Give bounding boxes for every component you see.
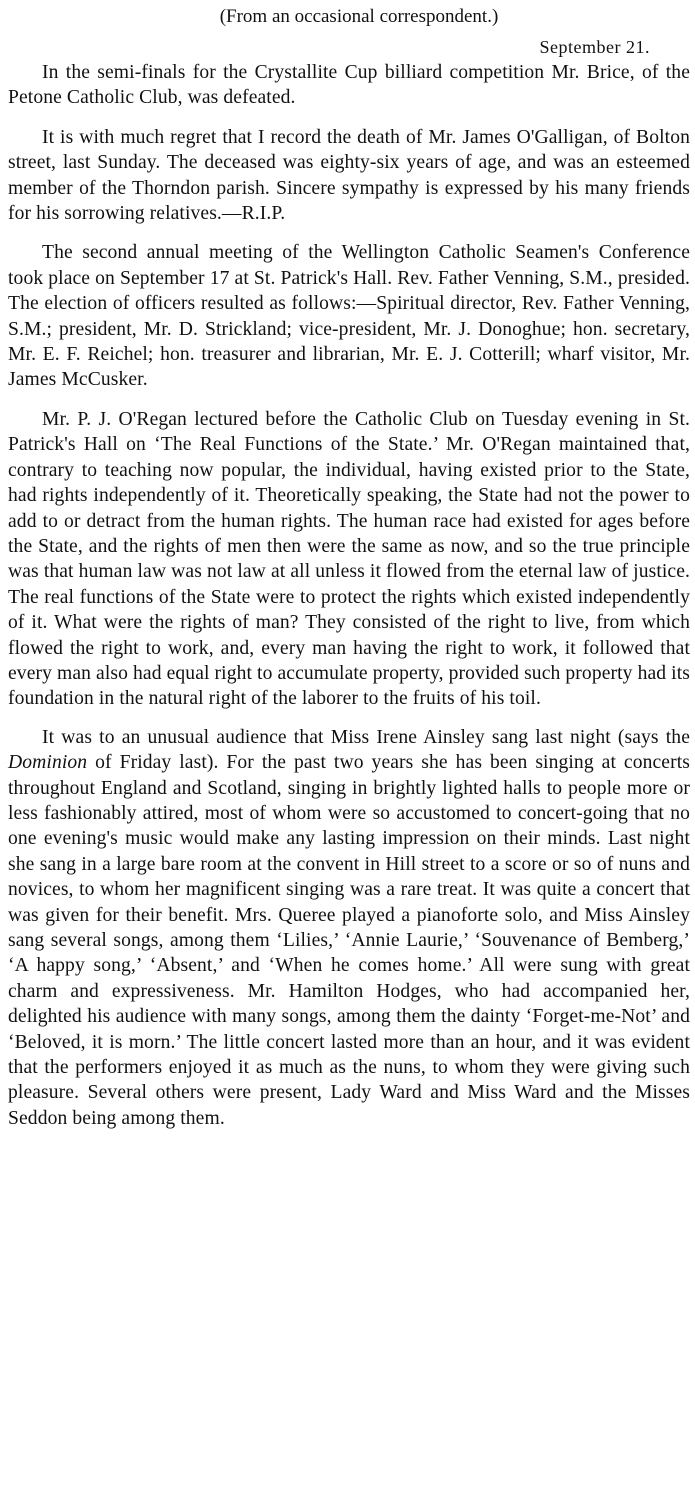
paragraph-lecture: Mr. P. J. O'Regan lectured before the Catholic Club on Tuesday evening in St. Patrick's Hall on ‘The Real Functions of the State.’ Mr. O'Regan maintained that, contrary to teaching now popular, the individual, having existed prior to the State, had rights independently of it. Theoretically speaking, the State had not the power to add to or detract from the human rights. The human race had existed for ages before the State, and the rights of men then were the same as now, and so the true principle was that human law was not law at all unless it flowed from the eternal law of justice. The real functions of the State were to protect the rights which existed independently of it. What were the rights of man? They consisted of the right to live, from which flowed the right to work, and, every man having the right to work, it followed that every man also had equal right to accumulate property, provided such property had its foundation in the natural right of the laborer to the fruits of his toil.	[8, 408, 690, 710]
paragraph-obituary: It is with much regret that I record the death of Mr. James O'Galligan, of Bolton street, last Sunday. The deceased was eighty-six years of age, and was an esteemed member of the Thorndon parish. Sincere sympathy is expressed by his many friends for his sorrowing relatives.—R.I.P.	[8, 126, 690, 225]
concert-text-start: It was to an unusual audience that Miss Irene Ainsley sang last night (says the	[42, 726, 690, 748]
article-column	[8, 4, 690, 1145]
newspaper-title: Dominion	[8, 752, 88, 774]
paragraph-seamen-conference: The second annual meeting of the Wellington Catholic Seamen's Conference took place on September 17 at St. Patrick's Hall. Rev. Father Venning, S.M., presided. The election of officers resulted as follows:—Spiritual director, Rev. Father Venning, S.M.; president, Mr. D. Strickland; vice-president, Mr. J. Donoghue; hon. secretary, Mr. E. F. Reichel; hon. treasurer and librarian, Mr. E. J. Cotterill; wharf visitor, Mr. James McCusker.	[8, 242, 690, 391]
correspondent-note: (From an occasional correspondent.)	[219, 6, 499, 27]
paragraph-billiards: In the semi-finals for the Crystallite Cup billiard competition Mr. Brice, of the Petone Catholic Club, was defeated.	[8, 62, 690, 109]
paragraph-concert	[8, 725, 690, 1132]
dateline: September 21.	[539, 37, 650, 57]
concert-text-rest: of Friday last). For the past two years she has been singing at concerts throughout England and Scotland, singing in brightly lighted halls to people more or less fashionably attired, most of whom were so accustomed to concert-going that no one evening's music would make any lasting impression on their minds. Last night she sang in a large bare room at the convent in Hill street to a score or so of nuns and novices, to whom her magnificent singing was a rare treat. It was quite a concert that was given for their benefit. Mrs. Queree played a pianoforte solo, and Miss Ainsley sang several songs, among them ‘Lilies,’ ‘Annie Laurie,’ ‘Souvenance of Bemberg,’ ‘A happy song,’ ‘Absent,’ and ‘When he comes home.’ All were sung with great charm and expressiveness. Mr. Hamilton Hodges, who had accompanied her, delighted his audience with many songs, among them the dainty ‘Forget-me-Not’ and ‘Beloved, it is morn.’ The little concert lasted more than an hour, and it was evident that the performers enjoyed it as much as the nuns, to whom they were giving such pleasure. Several others were present, Lady Ward and Miss Ward and the Misses Seddon being among them.	[8, 752, 690, 1129]
